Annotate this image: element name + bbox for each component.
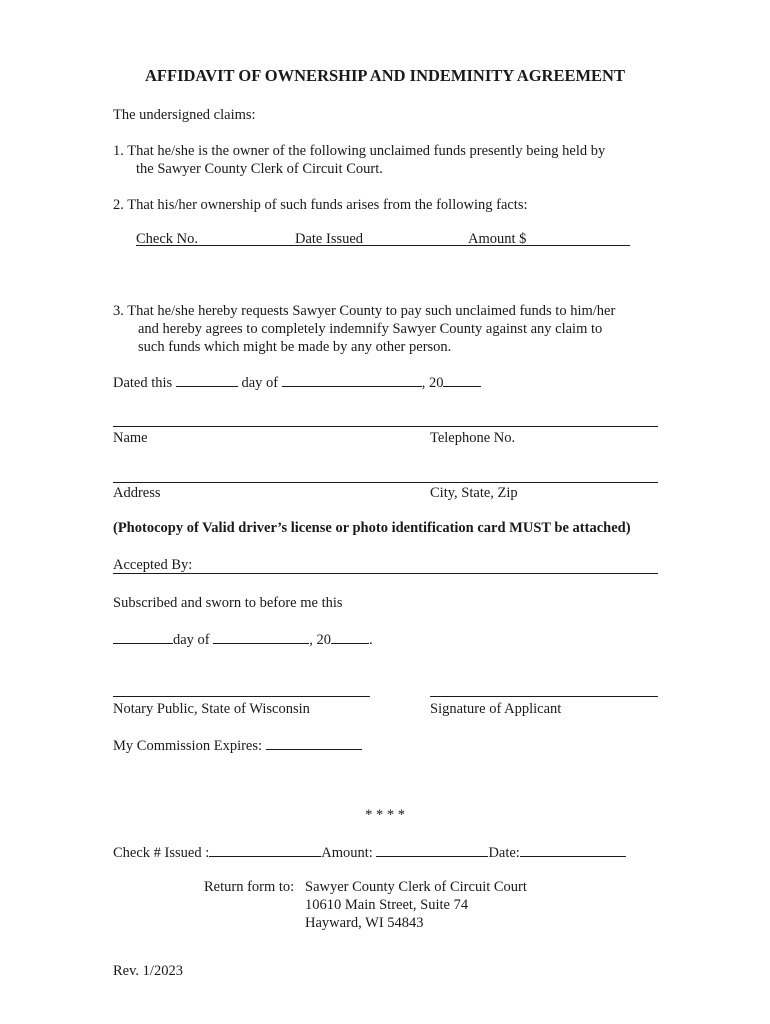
item-1-line-1: 1. That he/she is the owner of the following unclaimed funds presently being held by bbox=[113, 143, 606, 159]
sworn-year-blank[interactable] bbox=[331, 630, 369, 644]
address-city-line[interactable] bbox=[113, 482, 658, 483]
name-telephone-line[interactable] bbox=[113, 426, 658, 427]
dated-year-prefix: , 20 bbox=[421, 375, 444, 391]
sworn-day-of: day of bbox=[173, 632, 210, 648]
photocopy-note: (Photocopy of Valid driver’s license or photo identification card MUST be attached) bbox=[113, 520, 631, 536]
address-label: Address bbox=[113, 485, 161, 501]
check-issued-label: Check # Issued : bbox=[113, 845, 210, 861]
subscribed-text: Subscribed and sworn to before me this bbox=[113, 595, 343, 611]
office-date-label: Date: bbox=[488, 845, 520, 861]
item-3-line-2: and hereby agrees to completely indemnify Sawyer County against any claim to bbox=[138, 321, 603, 337]
document-title: AFFIDAVIT OF OWNERSHIP AND INDEMINITY AGREEMENT bbox=[145, 66, 625, 85]
office-amount-blank[interactable] bbox=[376, 843, 488, 857]
return-address-line-1: Sawyer County Clerk of Circuit Court bbox=[305, 879, 527, 895]
telephone-label: Telephone No. bbox=[430, 430, 516, 446]
sworn-month-blank[interactable] bbox=[213, 630, 309, 644]
intro-text: The undersigned claims: bbox=[113, 107, 256, 123]
dated-line bbox=[113, 373, 481, 392]
sworn-day-line bbox=[113, 630, 373, 649]
commission-label: My Commission Expires: bbox=[113, 738, 263, 754]
accepted-by-label: Accepted By: bbox=[113, 557, 193, 573]
sworn-year-prefix: , 20 bbox=[309, 632, 332, 648]
dated-day-of: day of bbox=[241, 375, 279, 391]
check-no-label: Check No. bbox=[136, 231, 199, 247]
applicant-signature-line[interactable] bbox=[430, 696, 658, 697]
date-issued-label: Date Issued bbox=[295, 231, 364, 247]
office-use-line bbox=[113, 843, 626, 862]
signature-label: Signature of Applicant bbox=[430, 701, 562, 717]
item-1-line-2: the Sawyer County Clerk of Circuit Court. bbox=[136, 161, 383, 177]
item-3-line-3: such funds which might be made by any other person. bbox=[138, 339, 452, 355]
office-date-blank[interactable] bbox=[520, 843, 626, 857]
name-label: Name bbox=[113, 430, 148, 446]
notary-signature-line[interactable] bbox=[113, 696, 370, 697]
amount-label: Amount $ bbox=[468, 231, 527, 247]
commission-line bbox=[113, 736, 362, 755]
dated-year-blank[interactable] bbox=[443, 373, 481, 387]
return-address-line-2: 10610 Main Street, Suite 74 bbox=[305, 897, 469, 913]
section-separator: * * * * bbox=[365, 807, 405, 823]
item-3-line-1: 3. That he/she hereby requests Sawyer County to pay such unclaimed funds to him/her bbox=[113, 303, 616, 319]
check-issued-blank[interactable] bbox=[209, 843, 321, 857]
dated-month-blank[interactable] bbox=[282, 373, 422, 387]
revision-label: Rev. 1/2023 bbox=[113, 963, 183, 979]
dated-day-blank[interactable] bbox=[176, 373, 238, 387]
facts-header-underline bbox=[136, 245, 630, 246]
return-label: Return form to: bbox=[204, 879, 295, 895]
city-state-zip-label: City, State, Zip bbox=[430, 485, 518, 501]
notary-label: Notary Public, State of Wisconsin bbox=[113, 701, 310, 717]
office-amount-label: Amount: bbox=[321, 845, 373, 861]
return-address-line-3: Hayward, WI 54843 bbox=[305, 915, 424, 931]
accepted-by-line[interactable] bbox=[113, 573, 658, 574]
sworn-period: . bbox=[369, 632, 373, 648]
item-2-text: 2. That his/her ownership of such funds arises from the following facts: bbox=[113, 197, 528, 213]
dated-prefix: Dated this bbox=[113, 375, 173, 391]
sworn-day-blank[interactable] bbox=[113, 630, 173, 644]
commission-blank[interactable] bbox=[266, 736, 362, 750]
